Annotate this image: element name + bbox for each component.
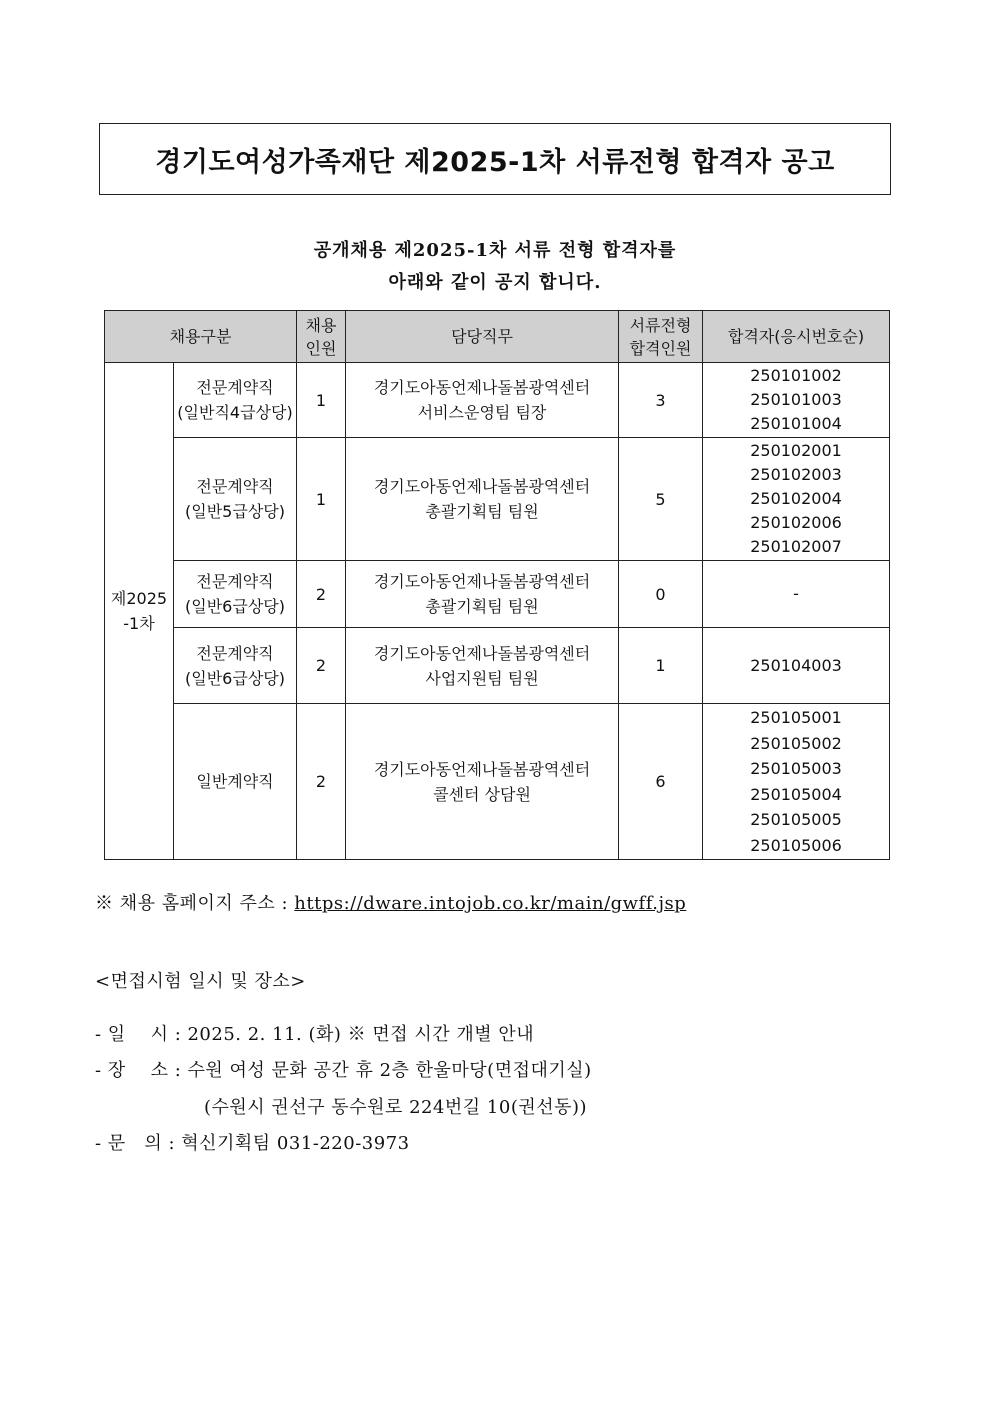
duty-cell xyxy=(346,438,619,561)
interview-contact: - 문 의 : 혁신기획팀 031-220-3973 xyxy=(95,1133,410,1154)
header-headcount-line2: 인원 xyxy=(305,338,337,358)
passer-id: 250105002 xyxy=(750,733,842,753)
duty-cell xyxy=(346,363,619,438)
homepage-label: ※ 채용 홈페이지 주소 : xyxy=(95,893,295,914)
passer-id: 250105006 xyxy=(750,835,842,855)
passer-id: 250101002 xyxy=(750,366,842,385)
passer-id: 250105005 xyxy=(750,810,842,829)
type-line1: 일반계약직 xyxy=(196,772,274,791)
interview-address: (수원시 권선구 동수원로 224번길 10(권선동)) xyxy=(204,1097,588,1118)
type-cell xyxy=(174,438,297,561)
headcount-cell: 1 xyxy=(297,363,346,438)
duty-line1: 경기도아동언제나돌봄광역센터 xyxy=(373,378,591,397)
type-line2: (일반6급상당) xyxy=(185,597,285,616)
page-title: 경기도여성가족재단 제2025-1차 서류전형 합격자 공고 xyxy=(99,123,891,195)
table-row xyxy=(105,363,890,438)
passer-id: 250105001 xyxy=(750,708,842,727)
passer-id: 250101003 xyxy=(750,390,842,409)
headcount-cell: 2 xyxy=(297,704,346,860)
round-line2: -1차 xyxy=(123,614,155,633)
duty-line1: 경기도아동언제나돌봄광역센터 xyxy=(373,572,591,591)
duty-line2: 총괄기획팀 팀원 xyxy=(425,502,539,521)
header-passcount xyxy=(619,311,703,363)
type-line1: 전문계약직 xyxy=(196,477,274,496)
passcount-cell: 5 xyxy=(619,438,703,561)
passers-cell xyxy=(703,363,890,438)
homepage-link[interactable]: https://dware.intojob.co.kr/main/gwff.jsp xyxy=(294,893,687,914)
passer-id: 250102001 xyxy=(750,441,842,460)
passers-cell xyxy=(703,561,890,628)
passcount-cell: 3 xyxy=(619,363,703,438)
passcount-cell: 0 xyxy=(619,561,703,628)
intro-line-1: 공개채용 제2025-1차 서류 전형 합격자를 xyxy=(313,240,677,261)
type-line1: 전문계약직 xyxy=(196,572,274,591)
type-line1: 전문계약직 xyxy=(196,643,274,663)
passers-cell xyxy=(703,628,890,704)
header-passcount-line1: 서류전형 xyxy=(629,315,692,335)
duty-cell xyxy=(346,628,619,704)
passer-id: 250102007 xyxy=(750,537,842,556)
passer-id: 250102004 xyxy=(750,489,842,508)
passer-id: 250105004 xyxy=(750,784,842,804)
header-category: 채용구분 xyxy=(105,311,297,363)
header-headcount-line1: 채용 xyxy=(305,315,337,335)
passer-id: 250101004 xyxy=(750,414,842,433)
type-cell xyxy=(174,363,297,438)
type-cell xyxy=(174,628,297,704)
passer-id: 250102006 xyxy=(750,513,842,532)
type-line2: (일반직4급상당) xyxy=(177,403,293,422)
homepage-note xyxy=(95,889,686,915)
passcount-cell: 1 xyxy=(619,628,703,704)
table-row xyxy=(105,438,890,561)
headcount-cell: 2 xyxy=(297,561,346,628)
interview-heading: <면접시험 일시 및 장소> xyxy=(95,971,306,992)
passer-id: 250104003 xyxy=(750,655,842,675)
type-cell xyxy=(174,561,297,628)
headcount-cell: 2 xyxy=(297,628,346,704)
round-line1: 제2025 xyxy=(110,589,168,608)
duty-line2: 서비스운영팀 팀장 xyxy=(417,403,547,422)
interview-place: - 장 소 : 수원 여성 문화 공간 휴 2층 한울마당(면접대기실) xyxy=(95,1060,592,1081)
intro-line-2: 아래와 같이 공지 합니다. xyxy=(388,272,602,293)
passer-id: - xyxy=(793,584,799,603)
results-table xyxy=(104,310,890,860)
duty-line1: 경기도아동언제나돌봄광역센터 xyxy=(373,643,591,663)
table-header-row xyxy=(105,311,890,363)
header-passers: 합격자(응시번호순) xyxy=(703,311,890,363)
duty-cell xyxy=(346,704,619,860)
duty-line2: 사업지원팀 팀원 xyxy=(425,668,539,688)
passcount-cell: 6 xyxy=(619,704,703,860)
passer-id: 250105003 xyxy=(750,759,842,778)
header-duty: 담당직무 xyxy=(346,311,619,363)
passers-cell xyxy=(703,704,890,860)
round-cell xyxy=(105,363,174,860)
duty-line2: 콜센터 상담원 xyxy=(433,784,531,804)
table-row xyxy=(105,704,890,860)
type-line1: 전문계약직 xyxy=(196,378,274,397)
table-row xyxy=(105,561,890,628)
passers-cell xyxy=(703,438,890,561)
passer-id: 250102003 xyxy=(750,465,842,484)
table-row xyxy=(105,628,890,704)
duty-line1: 경기도아동언제나돌봄광역센터 xyxy=(373,759,591,779)
headcount-cell: 1 xyxy=(297,438,346,561)
duty-line1: 경기도아동언제나돌봄광역센터 xyxy=(373,477,591,496)
type-line2: (일반5급상당) xyxy=(185,502,285,521)
duty-line2: 총괄기획팀 팀원 xyxy=(425,597,539,616)
header-headcount xyxy=(297,311,346,363)
type-cell xyxy=(174,704,297,860)
type-line2: (일반6급상당) xyxy=(185,668,285,688)
duty-cell xyxy=(346,561,619,628)
interview-datetime: - 일 시 : 2025. 2. 11. (화) ※ 면접 시간 개별 안내 xyxy=(95,1024,535,1045)
header-passcount-line2: 합격인원 xyxy=(629,338,692,358)
